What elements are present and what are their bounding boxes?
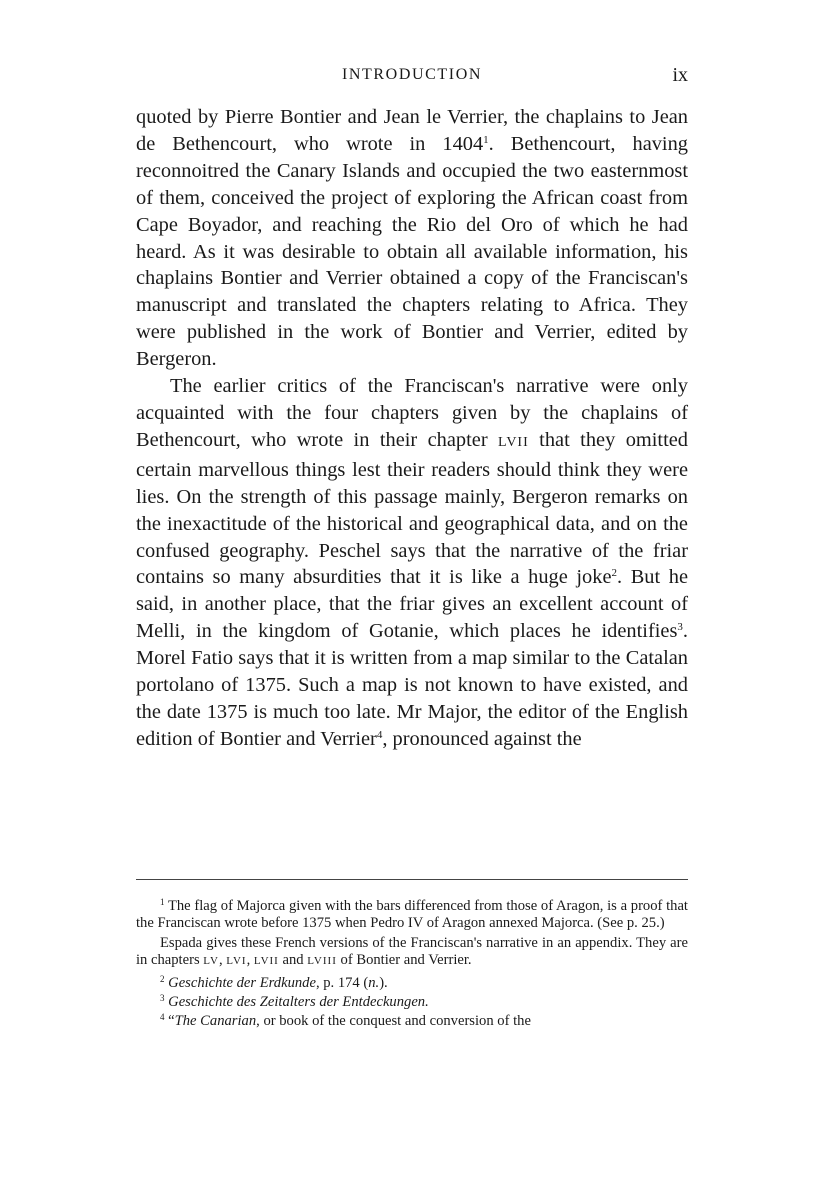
footnote-4-open-quote: “: [164, 1012, 175, 1029]
page-header: [136, 64, 688, 88]
footnote-4: [136, 1013, 688, 1030]
footnote-3-mark: 3: [160, 992, 165, 1003]
paragraph-1-text-b: . Bethencourt, having reconnoitred the Canary Islands and occupied the two easternmost of them, conceived the project of exploring the African coast from Cape Boyador, and reaching the Rio del Oro of which he had heard. As it was desirable to obtain all available information, his chaplains Bontier and Verrier obtained a copy of the Franciscan's manuscript and translated the chapters relating to Africa. They were published in the work of Bontier and Verrier, edited by Bergeron.: [136, 132, 688, 371]
paragraph-1-text-a: quoted by Pierre Bontier and Jean le Verrier, the chaplains to Jean de Bethencourt, who wrote in 1404: [136, 106, 688, 155]
footnote-ref-4: 4: [376, 728, 383, 741]
chapter-lvii: LVII: [253, 954, 279, 967]
chapter-lvi: LVI: [226, 954, 247, 967]
paragraph-2-text-b: that they omitted certain marvellous things lest their readers should think they were lies. On the strength of this passage mainly, Bergeron remarks on the inexactitude of the historical and geographical data, and on the confused geography. Peschel says that the narrative of the friar contains so many absurdities that it is like a huge joke: [136, 428, 688, 589]
footnote-2-title: Geschichte der Erdkunde: [168, 975, 316, 992]
footnote-2-text-a: , p. 174 (: [315, 975, 369, 992]
paragraph-2: [136, 373, 688, 753]
footnote-1-cont-b: of Bontier and Verrier.: [336, 951, 472, 968]
footnote-4-title: The Canarian: [174, 1012, 257, 1029]
chapter-lv: LV: [203, 954, 219, 967]
footnote-ref-2: 2: [611, 567, 618, 580]
footnote-2-text-b: ).: [379, 975, 388, 992]
footnote-ref-3: 3: [677, 621, 683, 634]
running-head: INTRODUCTION: [341, 66, 483, 83]
paragraph-2-text-c: . But he said, in another place, that the friar gives an excellent account of Melli, in the kingdom of Gotanie, which places he identifies: [136, 566, 688, 643]
footnote-4-text: , or book of the conquest and conversion of the: [256, 1012, 531, 1029]
separator: and: [278, 951, 308, 968]
main-text: [136, 104, 688, 753]
footnote-rule: [136, 879, 688, 880]
separator: ,: [246, 951, 254, 968]
footnote-2-mark: 2: [160, 974, 165, 985]
chapter-numeral: LVII: [498, 434, 529, 450]
footnote-2-note: n.: [368, 975, 380, 992]
footnote-1-text: The flag of Majorca given with the bars differenced from those of Aragon, is a proof that the Franciscan wrote before 1375 when Pedro IV of Aragon annexed Majorca. (See p. 25.): [136, 898, 688, 931]
footnote-1-continued: [136, 935, 688, 969]
footnote-3: [136, 994, 688, 1011]
paragraph-2-text-e: , pronounced against the: [382, 727, 582, 750]
footnote-1-mark: 1: [160, 897, 165, 907]
footnotes: [136, 898, 688, 1031]
footnote-1: [136, 898, 688, 931]
page-number: ix: [672, 64, 688, 86]
paragraph-2-text-d: . Morel Fatio says that it is written from a map similar to the Catalan portolano of 1375. Such a map is not known to have existed, and the date 1375 is much too late. Mr Major, the editor of the English edition of Bontier and Verrier: [136, 620, 688, 750]
footnote-4-mark: 4: [160, 1011, 165, 1022]
footnote-1-cont-a: Espada gives these French versions of the Franciscan's narrative in an appendix. They are in chapters: [136, 935, 688, 968]
paragraph-2-text-a: The earlier critics of the Franciscan's narrative were only acquainted with the four chapters given by the chaplains of Bethencourt, who wrote in their chapter: [136, 375, 688, 451]
paragraph-1: [136, 104, 688, 373]
separator: ,: [218, 951, 227, 968]
footnote-2: [136, 975, 688, 992]
chapter-lviii: LVIII: [307, 954, 337, 967]
footnote-3-title: Geschichte des Zeitalters der Entdeckungen.: [168, 993, 429, 1010]
footnote-ref-1: 1: [483, 133, 489, 146]
